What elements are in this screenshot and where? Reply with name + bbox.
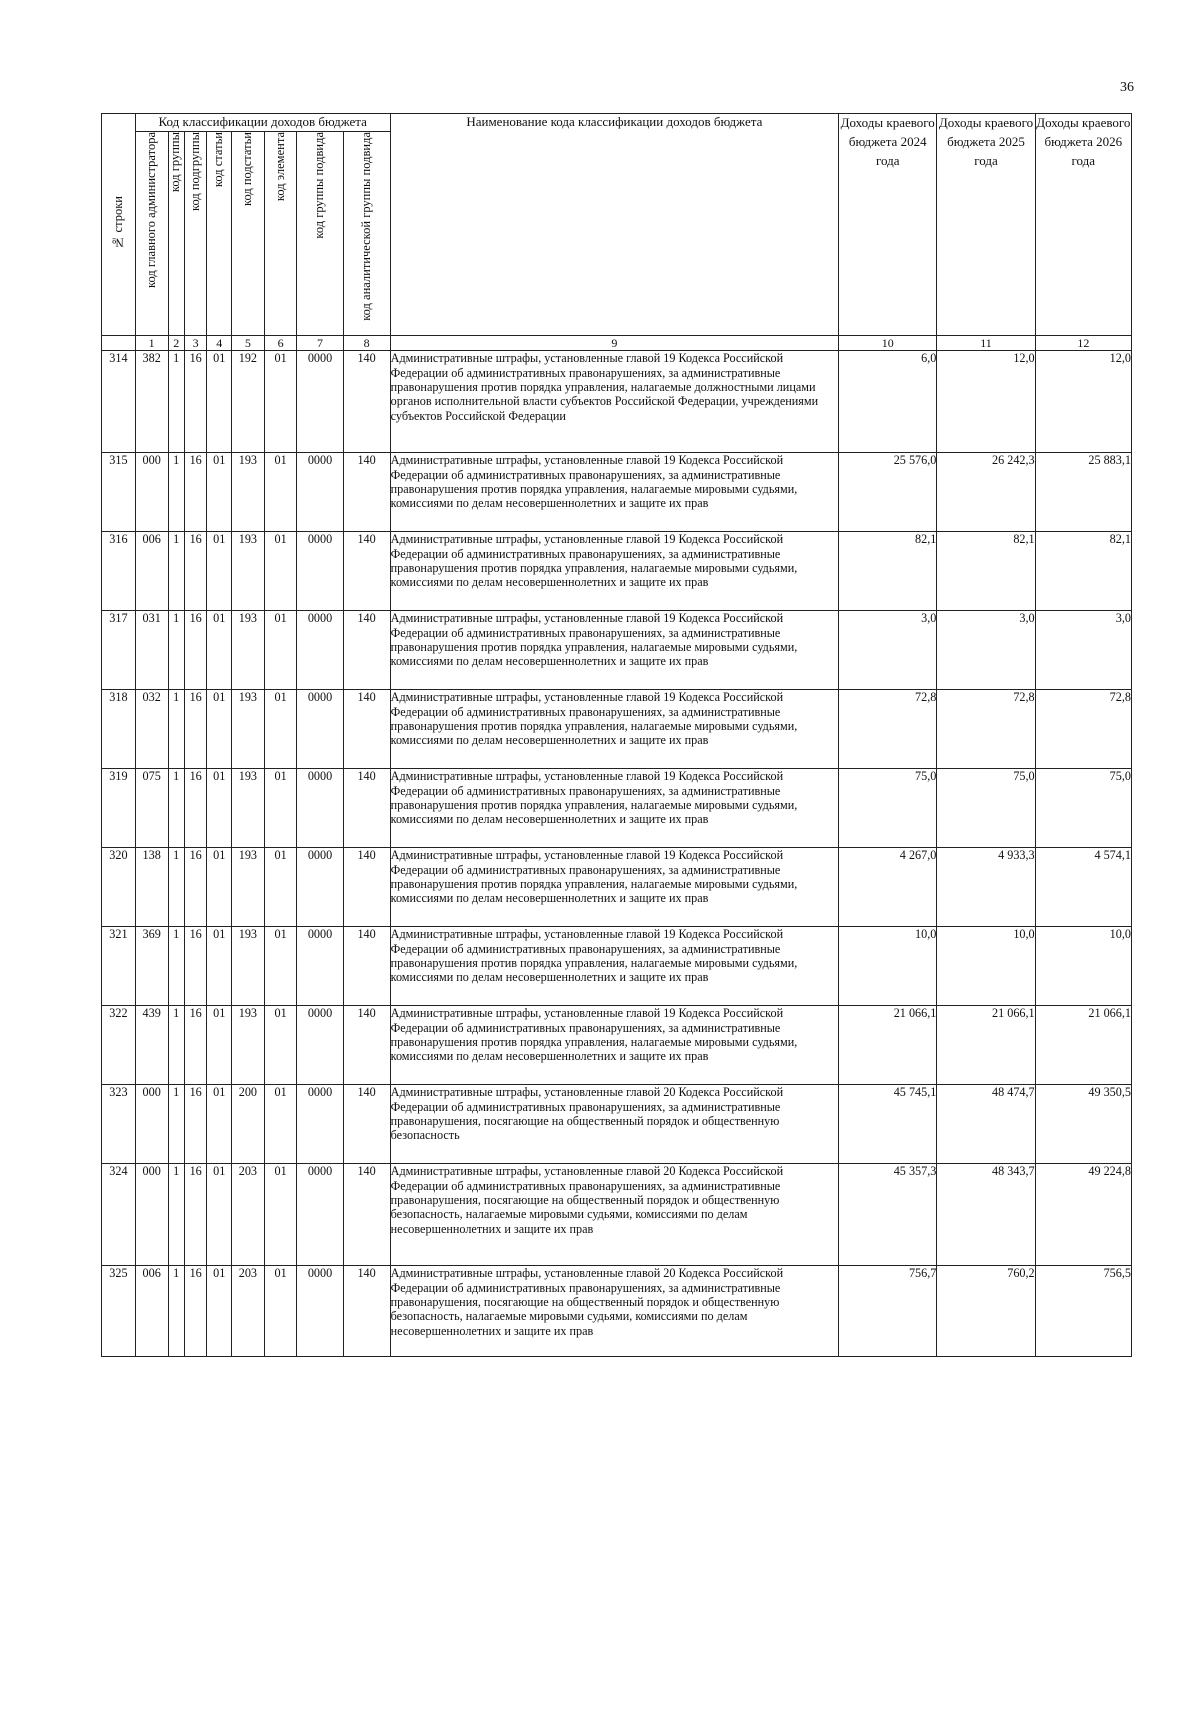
header-code-col-4	[207, 132, 232, 336]
income-name-cell: Административные штрафы, установленные главой 19 Кодекса Российской Федерации об административных правонарушениях, за административные правонарушения против порядка управления, налагаемые мировыми судьями, комиссиями по делам несовершеннолетних и защите их прав	[390, 690, 838, 769]
income-value-2026: 82,1	[1035, 532, 1131, 611]
income-value-2026: 756,5	[1035, 1266, 1131, 1357]
code-cell: 193	[231, 532, 264, 611]
income-value-2024: 4 267,0	[839, 848, 937, 927]
code-cell: 16	[184, 690, 207, 769]
code-cell: 0000	[297, 1164, 343, 1266]
header-line-number-label: № строки	[111, 196, 126, 250]
code-cell: 16	[184, 769, 207, 848]
code-cell: 01	[264, 1164, 297, 1266]
code-cell: 193	[231, 690, 264, 769]
code-cell: 031	[135, 611, 168, 690]
income-name-cell: Административные штрафы, установленные главой 19 Кодекса Российской Федерации об административных правонарушениях, за административные правонарушения против порядка управления, налагаемые мировыми судьями, комиссиями по делам несовершеннолетних и защите их прав	[390, 532, 838, 611]
row-number: 314	[102, 351, 136, 453]
header-income-2025: Доходы краевого бюджета 2025 года	[937, 114, 1035, 336]
code-cell: 075	[135, 769, 168, 848]
code-cell: 193	[231, 1006, 264, 1085]
column-number: 5	[231, 336, 264, 351]
code-cell: 1	[168, 690, 184, 769]
code-cell: 006	[135, 1266, 168, 1357]
row-number: 323	[102, 1085, 136, 1164]
income-value-2025: 72,8	[937, 690, 1035, 769]
code-cell: 138	[135, 848, 168, 927]
income-value-2024: 72,8	[839, 690, 937, 769]
code-cell: 0000	[297, 1085, 343, 1164]
code-cell: 1	[168, 1266, 184, 1357]
header-code-col-5	[231, 132, 264, 336]
income-value-2026: 49 224,8	[1035, 1164, 1131, 1266]
code-cell: 16	[184, 1266, 207, 1357]
code-cell: 1	[168, 1085, 184, 1164]
code-cell: 140	[343, 1164, 390, 1266]
income-value-2025: 12,0	[937, 351, 1035, 453]
code-cell: 140	[343, 769, 390, 848]
code-cell: 193	[231, 927, 264, 1006]
income-name-cell: Административные штрафы, установленные главой 20 Кодекса Российской Федерации об административных правонарушениях, за административные правонарушения, посягающие на общественный порядок и общественную безопасность, налагаемые мировыми судьями, комиссиями по делам несовершеннолетних и защите их прав	[390, 1164, 838, 1266]
header-code-col-6	[264, 132, 297, 336]
code-cell: 140	[343, 848, 390, 927]
code-cell: 193	[231, 769, 264, 848]
income-value-2024: 82,1	[839, 532, 937, 611]
code-cell: 1	[168, 1164, 184, 1266]
code-cell: 140	[343, 927, 390, 1006]
code-cell: 193	[231, 453, 264, 532]
code-cell: 1	[168, 351, 184, 453]
row-number: 321	[102, 927, 136, 1006]
income-name-cell: Административные штрафы, установленные главой 19 Кодекса Российской Федерации об административных правонарушениях, за административные правонарушения против порядка управления, налагаемые мировыми судьями, комиссиями по делам несовершеннолетних и защите их прав	[390, 769, 838, 848]
code-cell: 16	[184, 848, 207, 927]
table-row	[102, 1164, 1132, 1266]
code-cell: 16	[184, 1085, 207, 1164]
code-cell: 0000	[297, 453, 343, 532]
code-cell: 01	[264, 611, 297, 690]
table-row	[102, 848, 1132, 927]
code-cell: 0000	[297, 690, 343, 769]
code-cell: 01	[207, 1006, 232, 1085]
code-cell: 140	[343, 1006, 390, 1085]
code-cell: 032	[135, 690, 168, 769]
code-cell: 000	[135, 453, 168, 532]
income-value-2025: 48 474,7	[937, 1085, 1035, 1164]
code-cell: 439	[135, 1006, 168, 1085]
column-number: 12	[1035, 336, 1131, 351]
code-cell: 01	[264, 927, 297, 1006]
code-cell: 0000	[297, 532, 343, 611]
column-number: 1	[135, 336, 168, 351]
income-value-2026: 3,0	[1035, 611, 1131, 690]
code-cell: 16	[184, 1006, 207, 1085]
header-code-col-2	[168, 132, 184, 336]
code-cell: 000	[135, 1085, 168, 1164]
code-cell: 01	[264, 1085, 297, 1164]
table-row	[102, 453, 1132, 532]
code-cell: 1	[168, 532, 184, 611]
header-name-column: Наименование кода классификации доходов бюджета	[390, 114, 838, 336]
header-code-label: код аналитической группы подвида	[358, 132, 373, 321]
income-name-cell: Административные штрафы, установленные главой 20 Кодекса Российской Федерации об административных правонарушениях, за административные правонарушения, посягающие на общественный порядок и общественную безопасность, налагаемые мировыми судьями, комиссиями по делам несовершеннолетних и защите их прав	[390, 1266, 838, 1357]
header-code-col-7	[297, 132, 343, 336]
column-number: 4	[207, 336, 232, 351]
income-name-cell: Административные штрафы, установленные главой 19 Кодекса Российской Федерации об административных правонарушениях, за административные правонарушения против порядка управления, налагаемые мировыми судьями, комиссиями по делам несовершеннолетних и защите их прав	[390, 927, 838, 1006]
column-number: 6	[264, 336, 297, 351]
income-name-cell: Административные штрафы, установленные главой 19 Кодекса Российской Федерации об административных правонарушениях, за административные правонарушения против порядка управления, налагаемые должностными лицами органов исполнительной власти субъектов Российской Федерации, учреждениями субъектов Российской Федерации	[390, 351, 838, 453]
table-row	[102, 532, 1132, 611]
code-cell: 192	[231, 351, 264, 453]
row-number: 315	[102, 453, 136, 532]
header-code-col-8	[343, 132, 390, 336]
income-value-2025: 82,1	[937, 532, 1035, 611]
income-value-2025: 75,0	[937, 769, 1035, 848]
income-value-2024: 756,7	[839, 1266, 937, 1357]
code-cell: 0000	[297, 848, 343, 927]
header-code-group: Код классификации доходов бюджета	[135, 114, 390, 132]
code-cell: 01	[207, 927, 232, 1006]
code-cell: 0000	[297, 351, 343, 453]
header-code-label: код главного администратора	[143, 132, 158, 288]
code-cell: 140	[343, 453, 390, 532]
code-cell: 000	[135, 1164, 168, 1266]
code-cell: 01	[207, 1164, 232, 1266]
code-cell: 203	[231, 1266, 264, 1357]
income-value-2025: 48 343,7	[937, 1164, 1035, 1266]
code-cell: 01	[264, 1266, 297, 1357]
income-value-2024: 21 066,1	[839, 1006, 937, 1085]
code-cell: 01	[264, 453, 297, 532]
column-number: 2	[168, 336, 184, 351]
table-row	[102, 769, 1132, 848]
header-code-label: код элемента	[272, 132, 287, 202]
income-value-2025: 26 242,3	[937, 453, 1035, 532]
income-value-2026: 4 574,1	[1035, 848, 1131, 927]
header-code-label: код статьи	[211, 132, 226, 188]
code-cell: 01	[207, 690, 232, 769]
code-cell: 369	[135, 927, 168, 1006]
income-value-2024: 10,0	[839, 927, 937, 1006]
code-cell: 1	[168, 1006, 184, 1085]
income-value-2025: 10,0	[937, 927, 1035, 1006]
table-row	[102, 690, 1132, 769]
income-value-2026: 10,0	[1035, 927, 1131, 1006]
table-row	[102, 351, 1132, 453]
header-code-label: код подгруппы	[187, 132, 202, 211]
table-row	[102, 1006, 1132, 1085]
income-value-2024: 3,0	[839, 611, 937, 690]
budget-income-table	[101, 113, 1132, 1357]
header-income-2024: Доходы краевого бюджета 2024 года	[839, 114, 937, 336]
income-value-2026: 21 066,1	[1035, 1006, 1131, 1085]
column-number: 3	[184, 336, 207, 351]
income-name-cell: Административные штрафы, установленные главой 20 Кодекса Российской Федерации об административных правонарушениях, за административные правонарушения, посягающие на общественный порядок и общественную безопасность	[390, 1085, 838, 1164]
code-cell: 01	[207, 351, 232, 453]
code-cell: 01	[207, 532, 232, 611]
income-value-2024: 45 745,1	[839, 1085, 937, 1164]
column-number: 10	[839, 336, 937, 351]
code-cell: 006	[135, 532, 168, 611]
code-cell: 01	[207, 1085, 232, 1164]
table-row	[102, 1266, 1132, 1357]
income-value-2024: 6,0	[839, 351, 937, 453]
income-value-2024: 25 576,0	[839, 453, 937, 532]
code-cell: 0000	[297, 927, 343, 1006]
code-cell: 382	[135, 351, 168, 453]
income-value-2025: 3,0	[937, 611, 1035, 690]
row-number: 324	[102, 1164, 136, 1266]
code-cell: 140	[343, 1266, 390, 1357]
income-name-cell: Административные штрафы, установленные главой 19 Кодекса Российской Федерации об административных правонарушениях, за административные правонарушения против порядка управления, налагаемые мировыми судьями, комиссиями по делам несовершеннолетних и защите их прав	[390, 453, 838, 532]
income-name-cell: Административные штрафы, установленные главой 19 Кодекса Российской Федерации об административных правонарушениях, за административные правонарушения против порядка управления, налагаемые мировыми судьями, комиссиями по делам несовершеннолетних и защите их прав	[390, 1006, 838, 1085]
code-cell: 193	[231, 848, 264, 927]
income-value-2026: 75,0	[1035, 769, 1131, 848]
code-cell: 0000	[297, 1006, 343, 1085]
code-cell: 16	[184, 351, 207, 453]
column-number: 9	[390, 336, 838, 351]
code-cell: 16	[184, 927, 207, 1006]
code-cell: 140	[343, 1085, 390, 1164]
header-line-number	[102, 114, 136, 336]
income-value-2026: 25 883,1	[1035, 453, 1131, 532]
row-number: 317	[102, 611, 136, 690]
code-cell: 01	[207, 611, 232, 690]
row-number: 325	[102, 1266, 136, 1357]
row-number: 322	[102, 1006, 136, 1085]
header-code-col-3	[184, 132, 207, 336]
income-name-cell: Административные штрафы, установленные главой 19 Кодекса Российской Федерации об административных правонарушениях, за административные правонарушения против порядка управления, налагаемые мировыми судьями, комиссиями по делам несовершеннолетних и защите их прав	[390, 848, 838, 927]
table-row	[102, 927, 1132, 1006]
code-cell: 193	[231, 611, 264, 690]
code-cell: 0000	[297, 1266, 343, 1357]
code-cell: 140	[343, 690, 390, 769]
code-cell: 01	[264, 769, 297, 848]
code-cell: 140	[343, 351, 390, 453]
code-cell: 01	[264, 1006, 297, 1085]
code-cell: 140	[343, 532, 390, 611]
code-cell: 0000	[297, 611, 343, 690]
code-cell: 1	[168, 769, 184, 848]
code-cell: 16	[184, 453, 207, 532]
code-cell: 16	[184, 1164, 207, 1266]
column-number: 8	[343, 336, 390, 351]
code-cell: 01	[207, 453, 232, 532]
code-cell: 01	[264, 848, 297, 927]
row-number: 320	[102, 848, 136, 927]
code-cell: 203	[231, 1164, 264, 1266]
row-number: 319	[102, 769, 136, 848]
header-code-col-1	[135, 132, 168, 336]
code-cell: 1	[168, 927, 184, 1006]
code-cell: 140	[343, 611, 390, 690]
column-number-blank	[102, 336, 136, 351]
code-cell: 0000	[297, 769, 343, 848]
code-cell: 01	[264, 532, 297, 611]
row-number: 316	[102, 532, 136, 611]
header-code-label: код группы подвида	[312, 132, 327, 239]
income-value-2026: 49 350,5	[1035, 1085, 1131, 1164]
header-code-label: код подстатьи	[239, 132, 254, 206]
code-cell: 01	[207, 769, 232, 848]
income-value-2026: 72,8	[1035, 690, 1131, 769]
income-value-2026: 12,0	[1035, 351, 1131, 453]
income-value-2025: 760,2	[937, 1266, 1035, 1357]
table-row	[102, 1085, 1132, 1164]
code-cell: 1	[168, 848, 184, 927]
header-income-2026: Доходы краевого бюджета 2026 года	[1035, 114, 1131, 336]
income-value-2025: 4 933,3	[937, 848, 1035, 927]
code-cell: 01	[264, 351, 297, 453]
table-row	[102, 611, 1132, 690]
row-number: 318	[102, 690, 136, 769]
code-cell: 1	[168, 453, 184, 532]
column-number: 7	[297, 336, 343, 351]
code-cell: 01	[207, 1266, 232, 1357]
code-cell: 1	[168, 611, 184, 690]
code-cell: 16	[184, 532, 207, 611]
header-code-label: код группы	[168, 132, 183, 193]
income-value-2024: 45 357,3	[839, 1164, 937, 1266]
column-number: 11	[937, 336, 1035, 351]
code-cell: 01	[207, 848, 232, 927]
code-cell: 16	[184, 611, 207, 690]
income-value-2025: 21 066,1	[937, 1006, 1035, 1085]
code-cell: 01	[264, 690, 297, 769]
code-cell: 200	[231, 1085, 264, 1164]
income-name-cell: Административные штрафы, установленные главой 19 Кодекса Российской Федерации об административных правонарушениях, за административные правонарушения против порядка управления, налагаемые мировыми судьями, комиссиями по делам несовершеннолетних и защите их прав	[390, 611, 838, 690]
page-number: 36	[1120, 80, 1134, 95]
income-value-2024: 75,0	[839, 769, 937, 848]
